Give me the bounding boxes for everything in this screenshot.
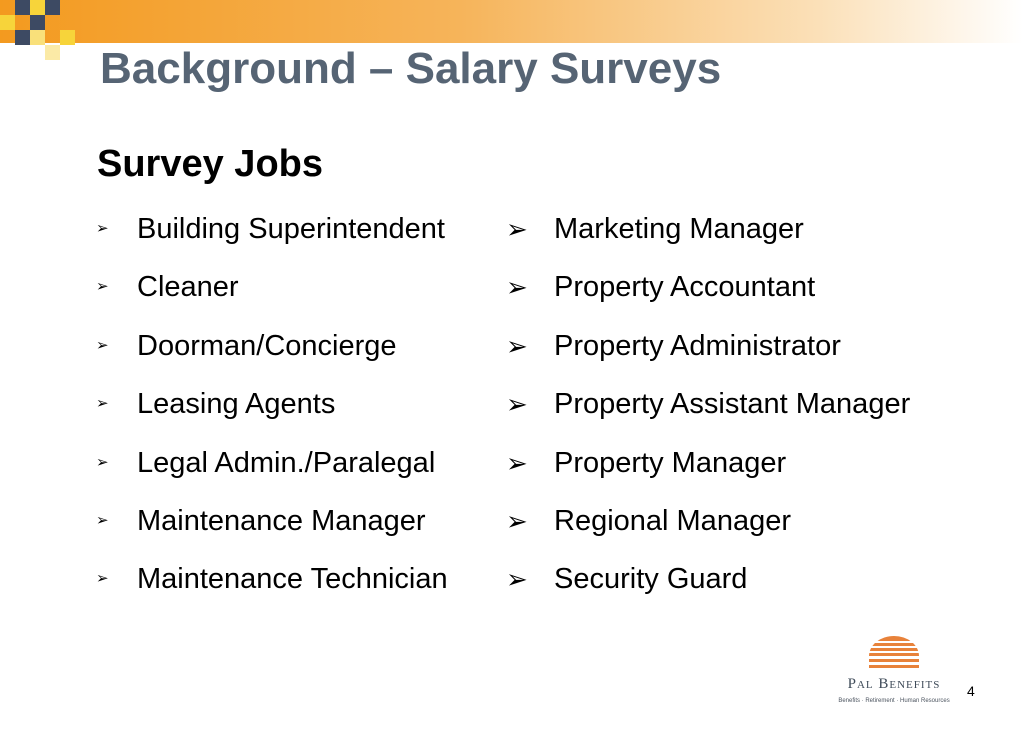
arrow-bullet-icon: ➢ xyxy=(506,447,528,478)
list-item xyxy=(94,499,448,557)
arrow-bullet-icon: ➢ xyxy=(96,511,109,529)
list-item xyxy=(506,265,910,323)
job-title: Building Superintendent xyxy=(137,213,445,245)
company-logo xyxy=(838,636,950,712)
list-item xyxy=(506,382,910,440)
arrow-bullet-icon: ➢ xyxy=(96,570,109,588)
job-title: Doorman/Concierge xyxy=(137,329,397,362)
list-item xyxy=(94,324,448,382)
job-title: Property Assistant Manager xyxy=(554,388,911,421)
list-item xyxy=(94,265,448,323)
job-title: Property Accountant xyxy=(554,271,816,304)
job-title: Cleaner xyxy=(137,271,239,304)
checker-decoration xyxy=(0,0,78,58)
job-list-right xyxy=(506,207,910,616)
section-heading: Survey Jobs xyxy=(97,143,323,185)
slide-title: Background – Salary Surveys xyxy=(100,44,722,93)
list-item xyxy=(506,441,910,499)
job-list-left xyxy=(94,207,448,616)
job-title: Maintenance Manager xyxy=(137,504,426,537)
arrow-bullet-icon: ➢ xyxy=(96,336,109,354)
arrow-bullet-icon: ➢ xyxy=(96,220,109,237)
job-title: Leasing Agents xyxy=(137,388,336,421)
arrow-bullet-icon: ➢ xyxy=(96,278,109,296)
list-item xyxy=(506,499,910,557)
arrow-bullet-icon: ➢ xyxy=(506,389,528,420)
list-item xyxy=(506,324,910,382)
list-item xyxy=(94,557,448,615)
arrow-bullet-icon: ➢ xyxy=(506,272,528,303)
sunrise-logo-icon xyxy=(866,636,922,674)
job-title: Legal Admin./Paralegal xyxy=(137,446,436,479)
arrow-bullet-icon: ➢ xyxy=(96,453,109,471)
header-band xyxy=(0,0,1023,43)
arrow-bullet-icon: ➢ xyxy=(506,330,528,361)
list-item xyxy=(506,207,910,265)
arrow-bullet-icon: ➢ xyxy=(506,505,528,536)
arrow-bullet-icon: ➢ xyxy=(96,395,109,413)
list-item xyxy=(94,382,448,440)
job-title: Regional Manager xyxy=(554,504,791,537)
job-title: Maintenance Technician xyxy=(137,563,448,596)
job-title: Property Administrator xyxy=(554,329,841,362)
job-title: Security Guard xyxy=(554,563,748,596)
job-title: Marketing Manager xyxy=(554,213,804,245)
list-item xyxy=(94,441,448,499)
page-number: 4 xyxy=(967,683,975,699)
arrow-bullet-icon: ➢ xyxy=(506,214,528,244)
list-item xyxy=(94,207,448,265)
logo-name: Pal Benefits xyxy=(847,676,941,692)
list-item xyxy=(506,557,910,615)
arrow-bullet-icon: ➢ xyxy=(506,564,528,595)
job-title: Property Manager xyxy=(554,446,787,479)
logo-tagline: Benefits · Retirement · Human Resources xyxy=(838,698,950,704)
